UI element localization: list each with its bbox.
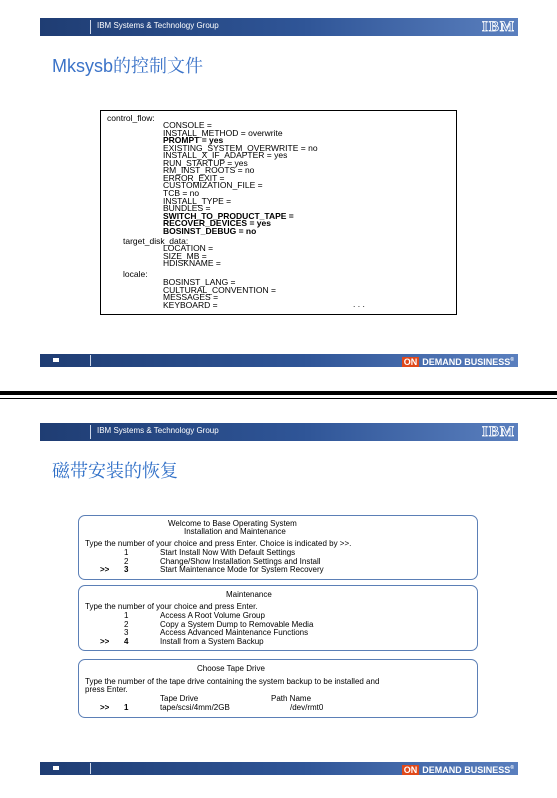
- code-line: ERROR_EXIT =: [163, 172, 225, 183]
- code-line: LOCATION =: [163, 243, 214, 253]
- code-line: EXISTING_SYSTEM_OVERWRITE = no: [163, 142, 318, 153]
- slide-footer: [40, 354, 518, 367]
- header-divider: [90, 20, 91, 34]
- code-line: INSTALL_TYPE =: [163, 195, 232, 206]
- menu-option[interactable]: Start Maintenance Mode for System Recovery: [160, 565, 324, 574]
- page-marker: [53, 358, 59, 362]
- path-name-value: /dev/rmt0: [290, 703, 324, 712]
- slide-title: Mksysb的控制文件: [52, 56, 204, 76]
- option-number[interactable]: 3: [124, 628, 129, 637]
- code-line: RECOVER_DEVICES = yes: [163, 218, 271, 229]
- on-demand-logo: ON DEMAND BUSINESS®: [403, 357, 514, 367]
- code-line: BUNDLES =: [163, 203, 211, 214]
- menu-prompt-2: press Enter.: [85, 685, 128, 694]
- control-file-box: [100, 110, 457, 315]
- menu-option[interactable]: Access Advanced Maintenance Functions: [160, 628, 309, 637]
- on-demand-logo: ON DEMAND BUSINESS®: [403, 765, 514, 775]
- code-line: BOSINST_DEBUG = no: [163, 225, 257, 236]
- locale-label: locale:: [123, 269, 148, 279]
- slide-2: [0, 405, 557, 798]
- code-line: PROMPT = yes: [163, 135, 224, 146]
- code-line: CONSOLE =: [163, 120, 212, 130]
- control-flow-label: control_flow:: [107, 113, 155, 123]
- slide-header: [40, 423, 518, 441]
- code-line: TCB = no: [163, 187, 200, 198]
- option-number[interactable]: 3: [124, 565, 129, 574]
- tape-drive-menu: [78, 659, 478, 718]
- group-name: IBM Systems & Technology Group: [97, 426, 219, 435]
- code-line: HDISKNAME =: [163, 258, 221, 269]
- on-badge: ON: [403, 765, 418, 775]
- menu-prompt: Type the number of the tape drive containing the system backup to be installed and: [85, 677, 380, 686]
- code-line: RUN_STARTUP = yes: [163, 157, 248, 168]
- code-line: CULTURAL_CONVENTION =: [163, 284, 276, 295]
- slide-separator-thick: [0, 391, 557, 395]
- slide-separator-thin: [0, 398, 557, 399]
- col-path-name: Path Name: [271, 694, 312, 703]
- on-badge: ON: [403, 357, 418, 367]
- page-marker: [53, 766, 59, 770]
- option-number[interactable]: 1: [124, 703, 129, 712]
- ibm-logo: IBM: [482, 19, 515, 35]
- menu-option[interactable]: Copy a System Dump to Removable Media: [160, 619, 314, 629]
- code-line: INSTALL_X_IF_ADAPTER = yes: [163, 150, 288, 161]
- menu-heading: Maintenance: [226, 590, 272, 599]
- menu-heading: Choose Tape Drive: [197, 664, 265, 673]
- code-line: CUSTOMIZATION_FILE =: [163, 180, 263, 191]
- ibm-logo: IBM: [482, 424, 515, 440]
- target-label: target_disk_data:: [123, 236, 189, 246]
- tape-drive-value[interactable]: tape/scsi/4mm/2GB: [160, 703, 230, 712]
- menu-option[interactable]: Install from a System Backup: [160, 636, 264, 646]
- footer-divider: [90, 763, 91, 774]
- code-line: MESSAGES =: [163, 292, 219, 303]
- code-line: BOSINST_LANG =: [163, 277, 236, 287]
- code-line: SWITCH_TO_PRODUCT_TAPE =: [163, 210, 294, 221]
- slide-footer: [40, 762, 518, 775]
- slide-title: 磁带安装的恢复: [52, 461, 178, 481]
- menu-option[interactable]: Start Install Now With Default Settings: [160, 548, 296, 557]
- option-number[interactable]: 1: [124, 548, 129, 557]
- group-name: IBM Systems & Technology Group: [97, 21, 219, 30]
- code-line: SIZE_MB =: [163, 250, 207, 261]
- selection-marker: >>: [100, 703, 110, 712]
- menu-prompt: Type the number of your choice and press Enter.: [85, 602, 258, 611]
- menu-prompt: Type the number of your choice and press Enter. Choice is indicated by >>.: [85, 539, 352, 548]
- footer-divider: [90, 355, 91, 366]
- code-line: RM_INST_ROOTS = no: [163, 165, 255, 176]
- selection-marker: >>: [100, 565, 110, 574]
- option-number[interactable]: 4: [124, 636, 129, 646]
- slide-header: [40, 18, 518, 36]
- col-tape-drive: Tape Drive: [160, 694, 199, 703]
- welcome-menu: [78, 515, 478, 580]
- code-line: INSTALL_METHOD = overwrite: [163, 127, 283, 138]
- option-number[interactable]: 2: [124, 556, 129, 566]
- selection-marker: >>: [100, 636, 110, 646]
- menu-heading: Welcome to Base Operating System: [168, 519, 297, 528]
- option-number[interactable]: 2: [124, 619, 129, 629]
- option-number[interactable]: 1: [124, 611, 129, 620]
- code-line: KEYBOARD =: [163, 299, 218, 310]
- menu-option[interactable]: Change/Show Installation Settings and Install: [160, 556, 321, 566]
- menu-option[interactable]: Access A Root Volume Group: [160, 611, 265, 620]
- demand-business-text: DEMAND BUSINESS: [422, 765, 511, 775]
- demand-business-text: DEMAND BUSINESS: [422, 357, 511, 367]
- slide-1: [0, 0, 557, 385]
- menu-subheading: Installation and Maintenance: [184, 527, 286, 536]
- maintenance-menu: [78, 585, 478, 651]
- ellipsis: . . .: [353, 299, 365, 309]
- header-divider: [90, 425, 91, 439]
